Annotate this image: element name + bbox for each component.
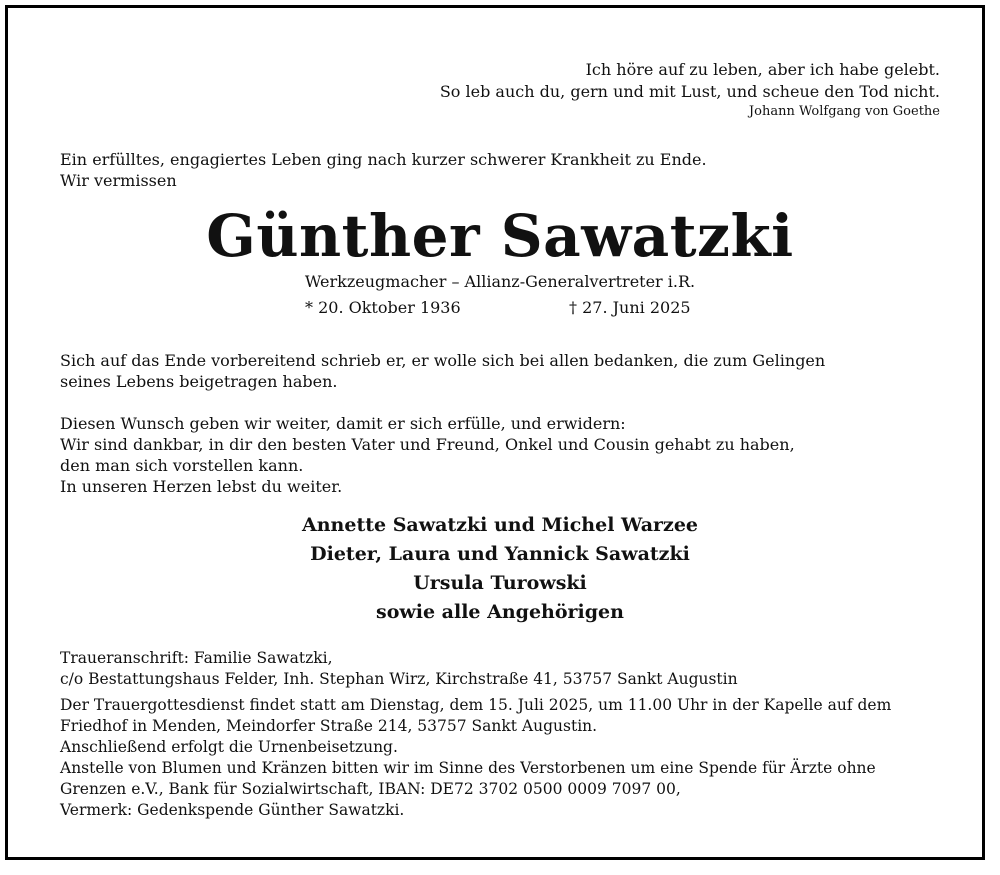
quote-line: So leb auch du, gern und mit Lust, und scheue den Tod nicht. (439, 82, 940, 101)
mourner-name: Dieter, Laura und Yannick Sawatzki (310, 543, 690, 565)
paragraph-line: Wir sind dankbar, in dir den besten Vater und Freund, Onkel und Cousin gehabt zu haben, (60, 435, 795, 454)
service-line: Grenzen e.V., Bank für Sozialwirtschaft, IBAN: DE72 3702 0500 0009 7097 00, (60, 780, 681, 798)
service-line: Anstelle von Blumen und Kränzen bitten wir im Sinne des Verstorbenen um eine Spende für Ärzte ohne (60, 759, 876, 777)
address-line: Traueranschrift: Familie Sawatzki, (60, 649, 333, 667)
gratitude-paragraph (60, 350, 825, 392)
quote-author: Johann Wolfgang von Goethe (748, 104, 940, 119)
paragraph-line: In unseren Herzen lebst du weiter. (60, 477, 343, 496)
mourners-list (0, 511, 1000, 627)
paragraph-line: seines Lebens beigetragen haben. (60, 372, 338, 391)
intro-line: Ein erfülltes, engagiertes Leben ging nach kurzer schwerer Krankheit zu Ende. (60, 150, 707, 169)
intro-line: Wir vermissen (60, 171, 177, 190)
service-line: Der Trauergottesdienst findet statt am Dienstag, dem 15. Juli 2025, um 11.00 Uhr in der Kapelle auf dem (60, 696, 892, 714)
mourner-name: Ursula Turowski (413, 572, 587, 594)
birth-date: * 20. Oktober 1936 (305, 298, 461, 317)
death-date: † 27. Juni 2025 (569, 298, 691, 317)
service-line: Friedhof in Menden, Meindorfer Straße 214, 53757 Sankt Augustin. (60, 717, 598, 735)
paragraph-line: Diesen Wunsch geben wir weiter, damit er sich erfülle, und erwidern: (60, 414, 626, 433)
goethe-quote (440, 59, 940, 121)
mourning-address (60, 648, 738, 690)
deceased-name: Günther Sawatzki (206, 202, 794, 270)
mourner-name: Annette Sawatzki und Michel Warzee (301, 514, 699, 536)
wish-paragraph (60, 413, 795, 497)
quote-line: Ich höre auf zu leben, aber ich habe gelebt. (585, 60, 940, 79)
paragraph-line: den man sich vorstellen kann. (60, 456, 304, 475)
funeral-service-info (60, 695, 891, 821)
mourner-name: sowie alle Angehörigen (376, 601, 624, 623)
address-line: c/o Bestattungshaus Felder, Inh. Stephan Wirz, Kirchstraße 41, 53757 Sankt Augustin (60, 670, 738, 688)
paragraph-line: Sich auf das Ende vorbereitend schrieb er, er wolle sich bei allen bedanken, die zum Gelingen (60, 351, 826, 370)
service-line: Vermerk: Gedenkspende Günther Sawatzki. (60, 801, 405, 819)
service-line: Anschließend erfolgt die Urnenbeisetzung. (60, 738, 398, 756)
intro-text (60, 149, 707, 191)
deceased-profession: Werkzeugmacher – Allianz-Generalvertreter i.R. (304, 272, 696, 291)
